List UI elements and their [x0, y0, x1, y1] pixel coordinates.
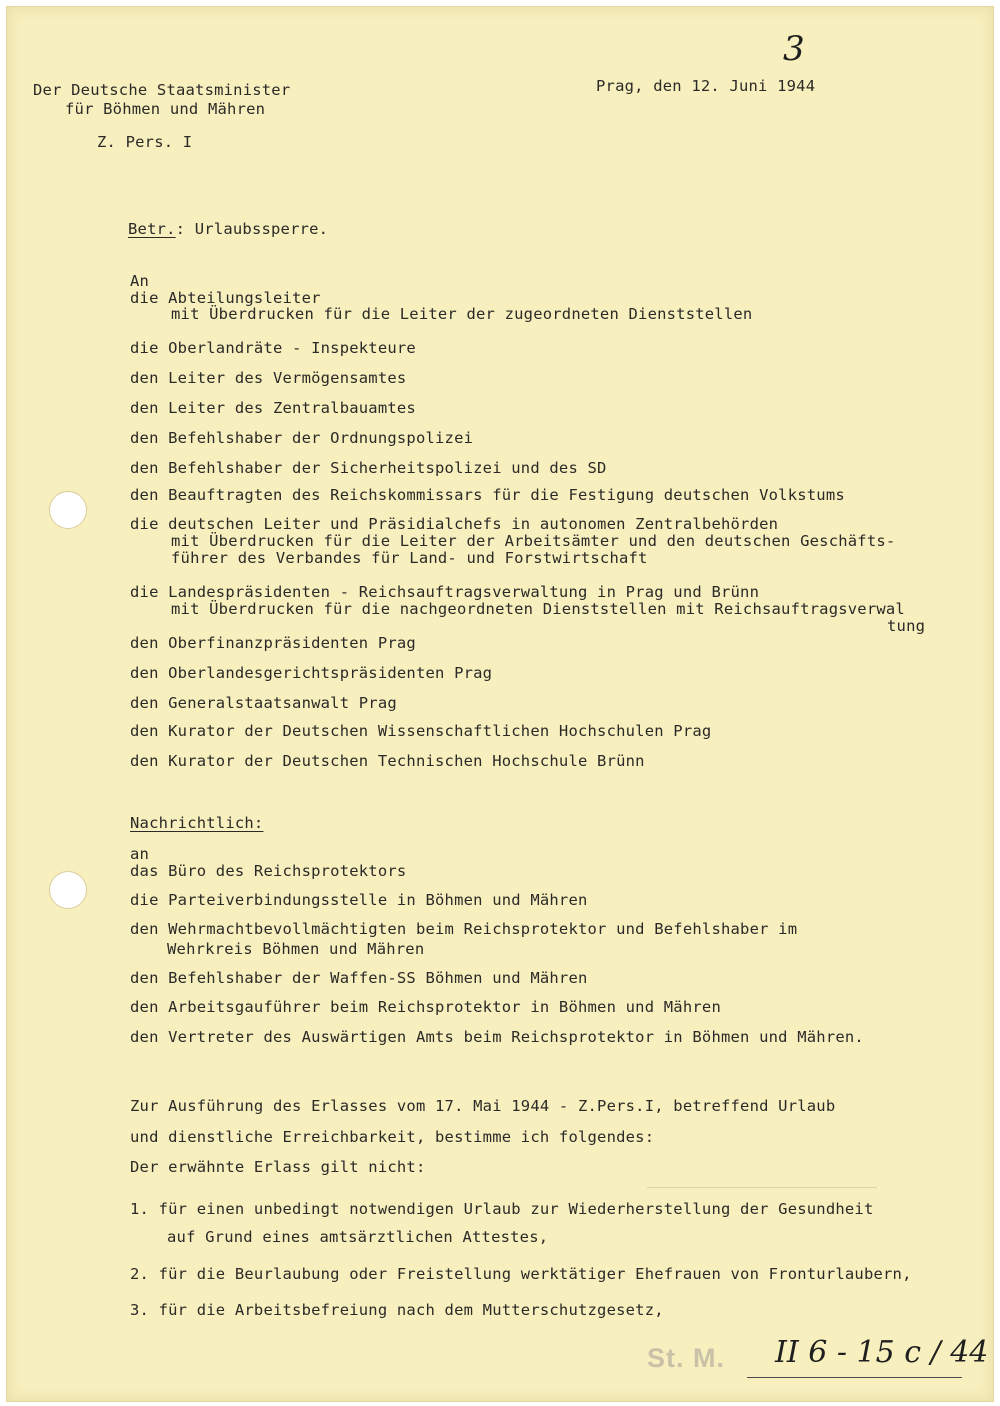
addressee-line: den Leiter des Vermögensamtes: [130, 369, 407, 387]
point-line: 3. für die Arbeitsbefreiung nach dem Mutterschutzgesetz,: [130, 1301, 664, 1319]
addressee-line: den Befehlshaber der Ordnungspolizei: [130, 429, 474, 447]
addressee-line: den Generalstaatsanwalt Prag: [130, 694, 397, 712]
addressee-line: mit Überdrucken für die Leiter der Arbeitsämter und den deutschen Geschäfts-: [171, 532, 896, 550]
file-stamp-printed: St. M.: [647, 1343, 725, 1373]
addressee-line: den Befehlshaber der Sicherheitspolizei und des SD: [130, 459, 607, 477]
cc-intro: an: [130, 845, 150, 863]
addressee-line: führer des Verbandes für Land- und Forstwirtschaft: [171, 549, 648, 567]
sender-line-2: für Böhmen und Mähren: [65, 100, 266, 118]
body-line: Der erwähnte Erlass gilt nicht:: [130, 1158, 426, 1176]
punch-hole-bottom: [49, 871, 87, 909]
document-page: [6, 6, 994, 1402]
document-date: Prag, den 12. Juni 1944: [596, 77, 816, 95]
addressee-line: die deutschen Leiter und Präsidialchefs in autonomen Zentralbehörden: [130, 515, 779, 533]
sender-reference: Z. Pers. I: [97, 133, 193, 151]
addressee-line: den Kurator der Deutschen Wissenschaftlichen Hochschulen Prag: [130, 722, 712, 740]
subject-text: Urlaubssperre.: [194, 220, 329, 238]
addressee-line: den Leiter des Zentralbauamtes: [130, 399, 416, 417]
addressee-line: mit Überdrucken für die Leiter der zugeordneten Dienststellen: [171, 305, 753, 323]
cc-line: das Büro des Reichsprotektors: [130, 862, 407, 880]
cc-line: den Befehlshaber der Waffen-SS Böhmen und Mähren: [130, 969, 588, 987]
cc-line: den Arbeitsgauführer beim Reichsprotektor in Böhmen und Mähren: [130, 998, 721, 1016]
point-line: 2. für die Beurlaubung oder Freistellung werktätiger Ehefrauen von Fronturlaubern,: [130, 1265, 912, 1283]
addressee-line: die Oberlandräte - Inspekteure: [130, 339, 416, 357]
addressee-line: die Landespräsidenten - Reichsauftragsverwaltung in Prag und Brünn: [130, 583, 760, 601]
subject-line: [128, 220, 328, 238]
cc-heading: Nachrichtlich:: [130, 814, 264, 832]
body-line: Zur Ausführung des Erlasses vom 17. Mai 1944 - Z.Pers.I, betreffend Urlaub: [130, 1097, 836, 1115]
addressee-line: die Abteilungsleiter: [130, 289, 321, 307]
cc-line: die Parteiverbindungsstelle in Böhmen und Mähren: [130, 891, 588, 909]
punch-hole-top: [49, 491, 87, 529]
body-line: und dienstliche Erreichbarkeit, bestimme ich folgendes:: [130, 1128, 655, 1146]
cc-line: den Vertreter des Auswärtigen Amts beim Reichsprotektor in Böhmen und Mähren.: [130, 1028, 864, 1046]
pencil-mark: [647, 1187, 877, 1188]
file-stamp-handwritten: II 6 - 15 c / 44: [775, 1335, 989, 1370]
point-line: 1. für einen unbedingt notwendigen Urlaub zur Wiederherstellung der Gesundheit: [130, 1200, 874, 1218]
handwritten-page-number: 3: [783, 29, 805, 69]
addressee-line: den Beauftragten des Reichskommissars für die Festigung deutschen Volkstums: [130, 486, 845, 504]
addressee-line: den Kurator der Deutschen Technischen Hochschule Brünn: [130, 752, 645, 770]
sender-line-1: Der Deutsche Staatsminister: [33, 81, 291, 99]
addressee-line: mit Überdrucken für die nachgeordneten Dienststellen mit Reichsauftragsverwal: [171, 600, 905, 618]
addressee-line: den Oberfinanzpräsidenten Prag: [130, 634, 416, 652]
addressee-intro: An: [130, 272, 150, 290]
point-line: auf Grund eines amtsärztlichen Attestes,: [167, 1228, 549, 1246]
addressee-line: den Oberlandesgerichtspräsidenten Prag: [130, 664, 493, 682]
file-stamp-underline: [747, 1377, 962, 1378]
subject-label: Betr.: [128, 220, 176, 238]
cc-line: Wehrkreis Böhmen und Mähren: [167, 940, 425, 958]
subject-colon: :: [175, 220, 186, 238]
addressee-line: tung: [887, 617, 926, 635]
cc-line: den Wehrmachtbevollmächtigten beim Reichsprotektor und Befehlshaber im: [130, 920, 798, 938]
